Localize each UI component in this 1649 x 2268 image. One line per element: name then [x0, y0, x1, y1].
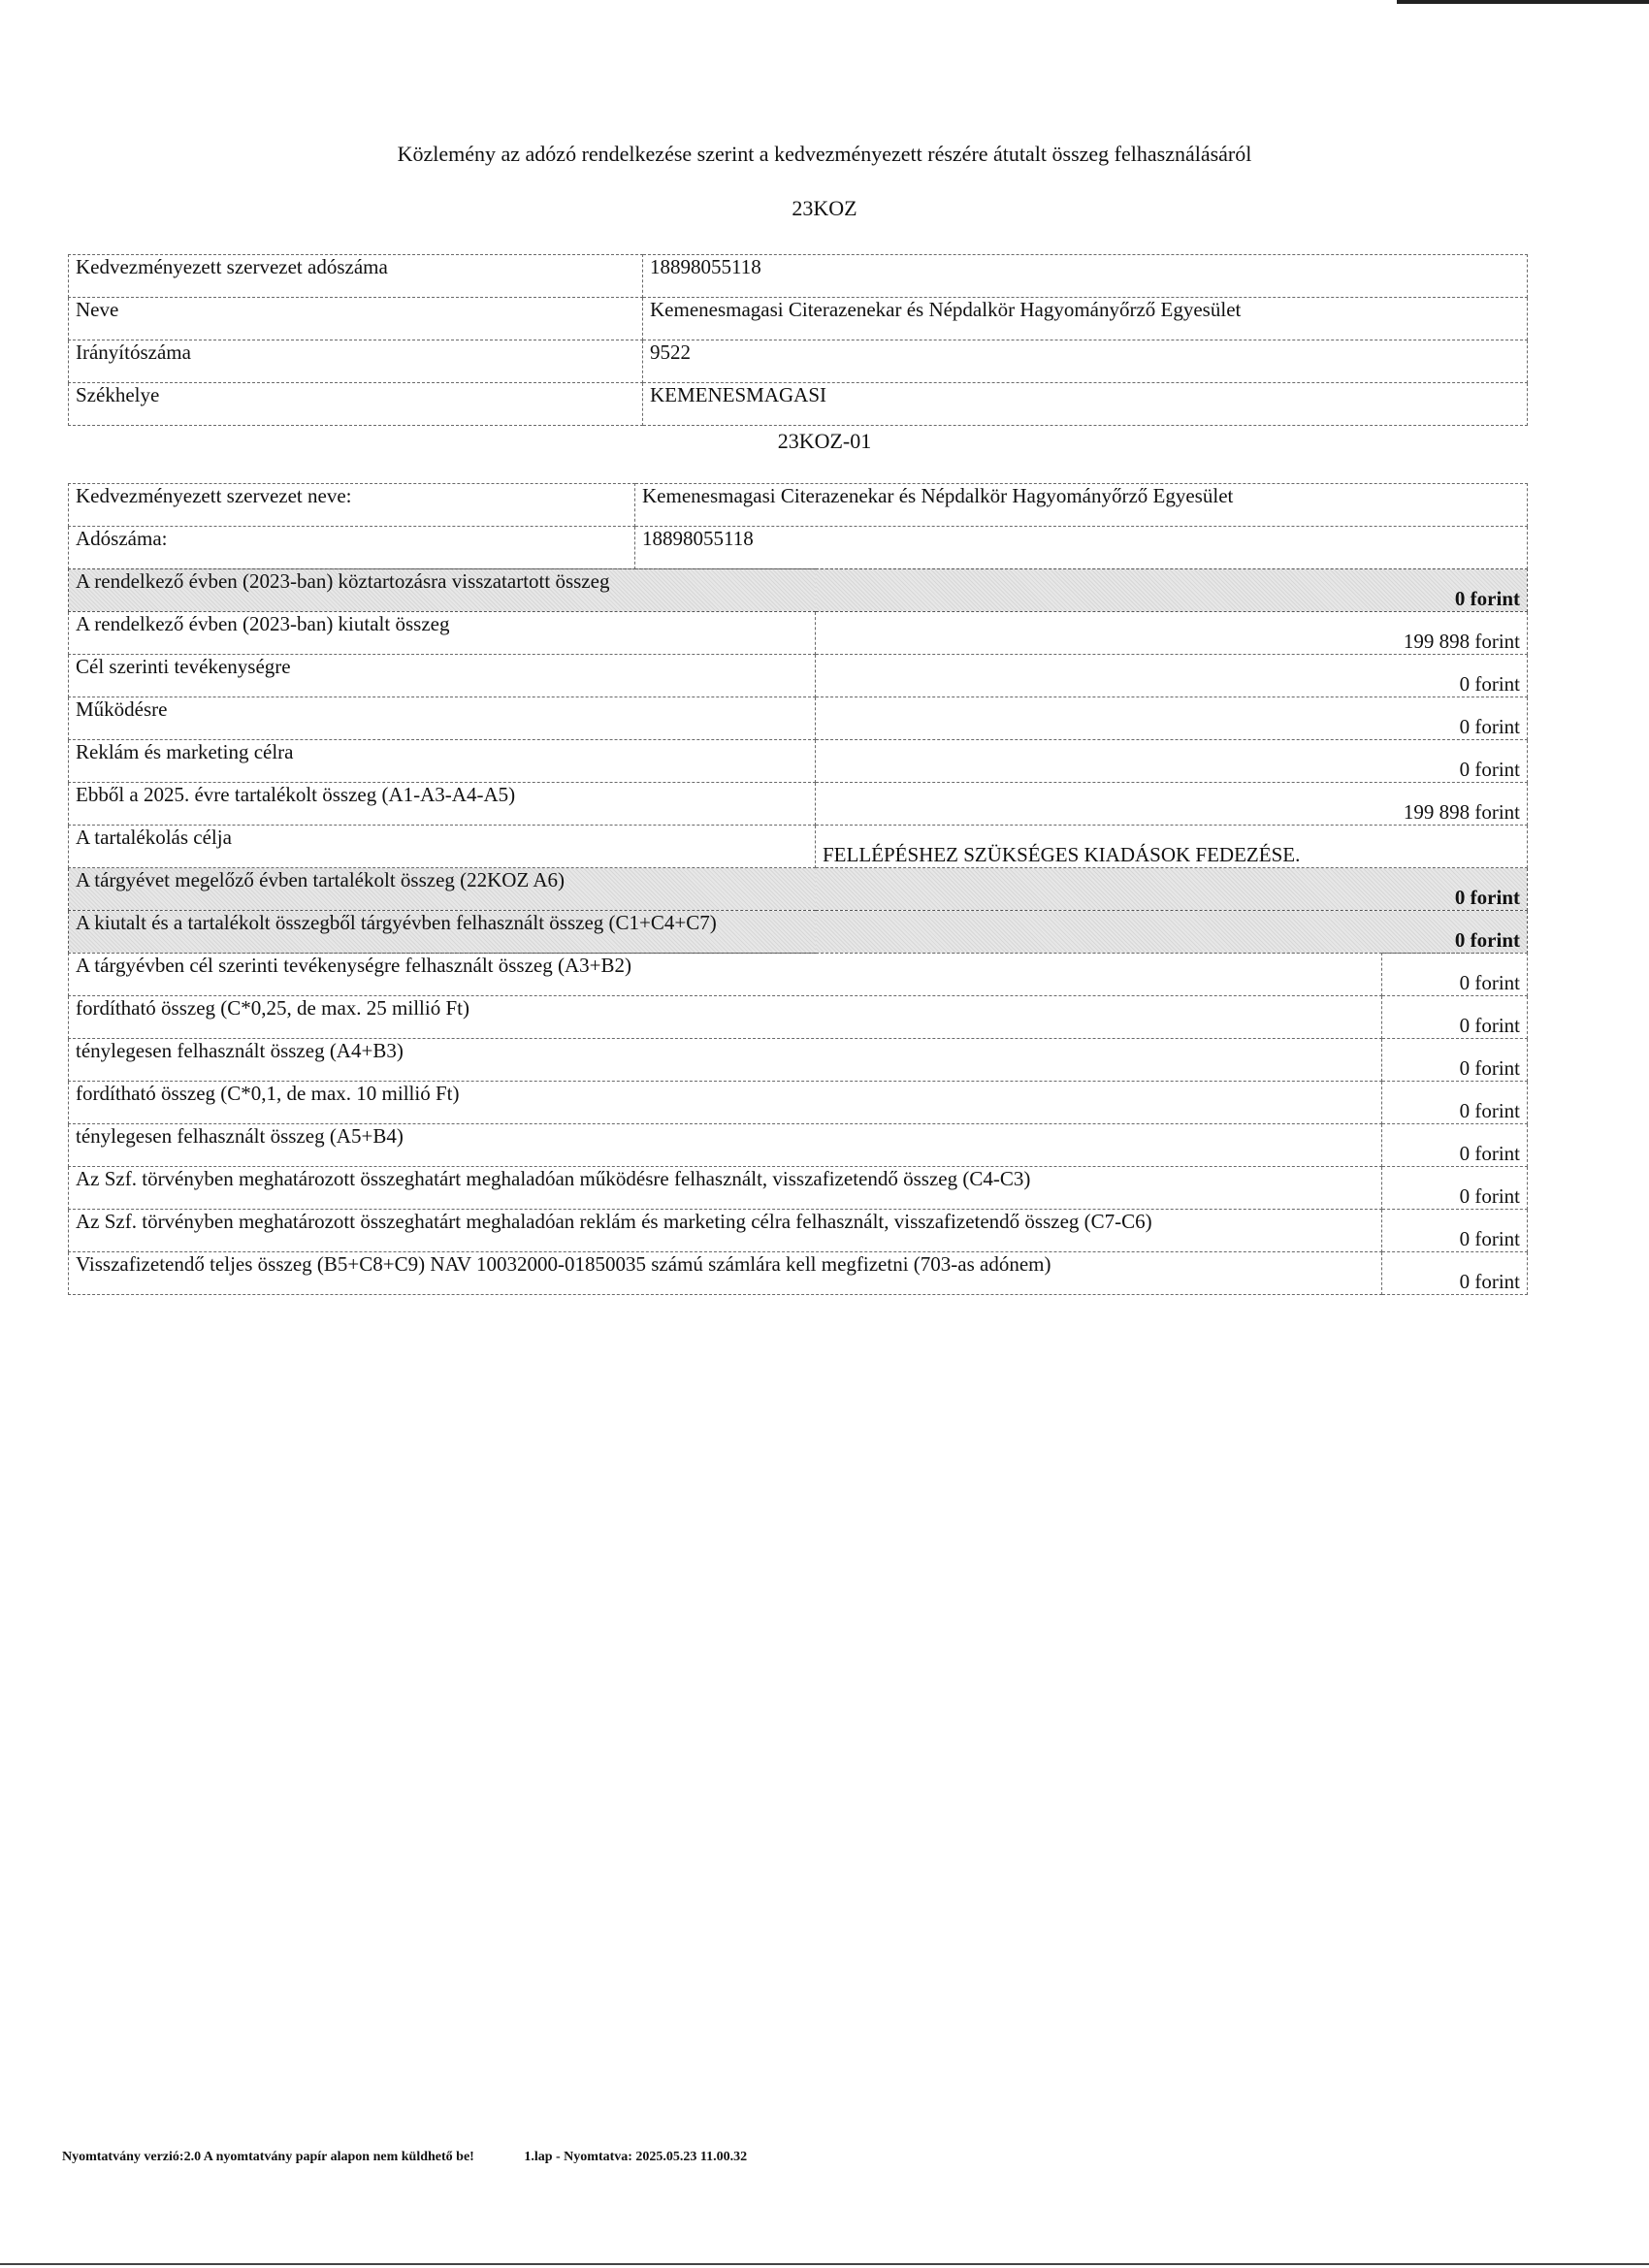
- c-label: ténylegesen felhasznált összeg (A4+B3): [69, 1039, 1382, 1082]
- withheld-row: [69, 569, 1528, 612]
- a-label: Reklám és marketing célra: [69, 740, 816, 783]
- c-label: ténylegesen felhasznált összeg (A5+B4): [69, 1124, 1382, 1167]
- detail-label: Adószáma:: [69, 527, 635, 569]
- org-label: Kedvezményezett szervezet adószáma: [69, 255, 643, 298]
- c-value: 0 forint: [1382, 1039, 1528, 1082]
- footer-print-info: 1.lap - Nyomtatva: 2025.05.23 11.00.32: [524, 2150, 748, 2164]
- detail-label: Kedvezményezett szervezet neve:: [69, 484, 635, 527]
- c-row: [69, 1039, 1528, 1082]
- footer-version-note: Nyomtatvány verzió:2.0 A nyomtatvány papír alapon nem küldhető be!: [62, 2150, 474, 2164]
- details-header-table: [68, 483, 1528, 569]
- c-row-total-repayable: [69, 1252, 1528, 1295]
- withheld-value: 0 forint: [816, 569, 1528, 612]
- c-label: fordítható összeg (C*0,1, de max. 10 millió Ft): [69, 1082, 1382, 1124]
- a-label: Működésre: [69, 697, 816, 740]
- org-row-seat: [69, 383, 1528, 426]
- org-row-name: [69, 298, 1528, 340]
- org-label: Irányítószáma: [69, 340, 643, 383]
- org-value: 9522: [643, 340, 1528, 383]
- c-value: 0 forint: [1382, 954, 1528, 996]
- org-row-zip: [69, 340, 1528, 383]
- form-code: 23KOZ: [792, 196, 857, 220]
- a-value: 0 forint: [816, 655, 1528, 697]
- c-row: [69, 996, 1528, 1039]
- scan-edge-mark: [1397, 0, 1649, 4]
- org-label: Neve: [69, 298, 643, 340]
- document-title: Közlemény az adózó rendelkezése szerint a kedvezményezett részére átutalt összeg felhasználásáról: [397, 142, 1252, 166]
- org-row-tax-number: [69, 255, 1528, 298]
- detail-value: 18898055118: [635, 527, 1528, 569]
- detail-row-tax: [69, 527, 1528, 569]
- c-label: Az Szf. törvényben meghatározott összeghatárt meghaladóan működésre felhasznált, visszafizetendő összeg (C4-C3): [69, 1167, 1382, 1210]
- org-value: Kemenesmagasi Citerazenekar és Népdalkör Hagyományőrző Egyesület: [643, 298, 1528, 340]
- c-row: [69, 1167, 1528, 1210]
- c-value: 0 forint: [1382, 996, 1528, 1039]
- a-row-reserve-purpose: [69, 826, 1528, 868]
- a-value: FELLÉPÉSHEZ SZÜKSÉGES KIADÁSOK FEDEZÉSE.: [816, 826, 1528, 868]
- withheld-label: A rendelkező évben (2023-ban) köztartozásra visszatartott összeg: [69, 569, 816, 612]
- a-row: [69, 655, 1528, 697]
- a-value: 199 898 forint: [816, 783, 1528, 826]
- page-footer: [62, 2150, 747, 2165]
- org-label: Székhelye: [69, 383, 643, 426]
- c-label: A tárgyévben cél szerinti tevékenységre felhasznált összeg (A3+B2): [69, 954, 1382, 996]
- prior-reserve-value: 0 forint: [816, 868, 1528, 911]
- prior-reserve-row: [69, 868, 1528, 911]
- c-row: [69, 1210, 1528, 1252]
- subform-code: 23KOZ-01: [777, 429, 872, 453]
- a-row: [69, 697, 1528, 740]
- a-value: 0 forint: [816, 740, 1528, 783]
- c-row: [69, 1082, 1528, 1124]
- c-value: 0 forint: [1382, 1210, 1528, 1252]
- used-total-label: A kiutalt és a tartalékolt összegből tárgyévben felhasznált összeg (C1+C4+C7): [69, 911, 816, 954]
- scan-bottom-edge: [0, 2263, 1649, 2265]
- detail-row-name: [69, 484, 1528, 527]
- c-row: [69, 1124, 1528, 1167]
- detail-value: Kemenesmagasi Citerazenekar és Népdalkör Hagyományőrző Egyesület: [635, 484, 1528, 527]
- used-total-row: [69, 911, 1528, 954]
- used-total-value: 0 forint: [816, 911, 1528, 954]
- c-value: 0 forint: [1382, 1252, 1528, 1295]
- section-c-table: [68, 953, 1528, 1295]
- a-row: [69, 612, 1528, 655]
- a-value: 199 898 forint: [816, 612, 1528, 655]
- a-row: [69, 740, 1528, 783]
- c-label: Visszafizetendő teljes összeg (B5+C8+C9) NAV 10032000-01850035 számú számlára kell megfizetni (703-as adónem): [69, 1252, 1382, 1295]
- a-row: [69, 783, 1528, 826]
- prior-reserve-label: A tárgyévet megelőző évben tartalékolt összeg (22KOZ A6): [69, 868, 816, 911]
- c-label: Az Szf. törvényben meghatározott összeghatárt meghaladóan reklám és marketing célra felhasznált, visszafizetendő összeg (C7-C6): [69, 1210, 1382, 1252]
- org-value: KEMENESMAGASI: [643, 383, 1528, 426]
- organization-table: [68, 254, 1528, 426]
- a-value: 0 forint: [816, 697, 1528, 740]
- c-value: 0 forint: [1382, 1082, 1528, 1124]
- a-label: A rendelkező évben (2023-ban) kiutalt összeg: [69, 612, 816, 655]
- a-label: Ebből a 2025. évre tartalékolt összeg (A1-A3-A4-A5): [69, 783, 816, 826]
- c-value: 0 forint: [1382, 1124, 1528, 1167]
- a-label: A tartalékolás célja: [69, 826, 816, 868]
- c-value: 0 forint: [1382, 1167, 1528, 1210]
- org-value: 18898055118: [643, 255, 1528, 298]
- c-label: fordítható összeg (C*0,25, de max. 25 millió Ft): [69, 996, 1382, 1039]
- section-a-table: [68, 568, 1528, 954]
- c-row: [69, 954, 1528, 996]
- a-label: Cél szerinti tevékenységre: [69, 655, 816, 697]
